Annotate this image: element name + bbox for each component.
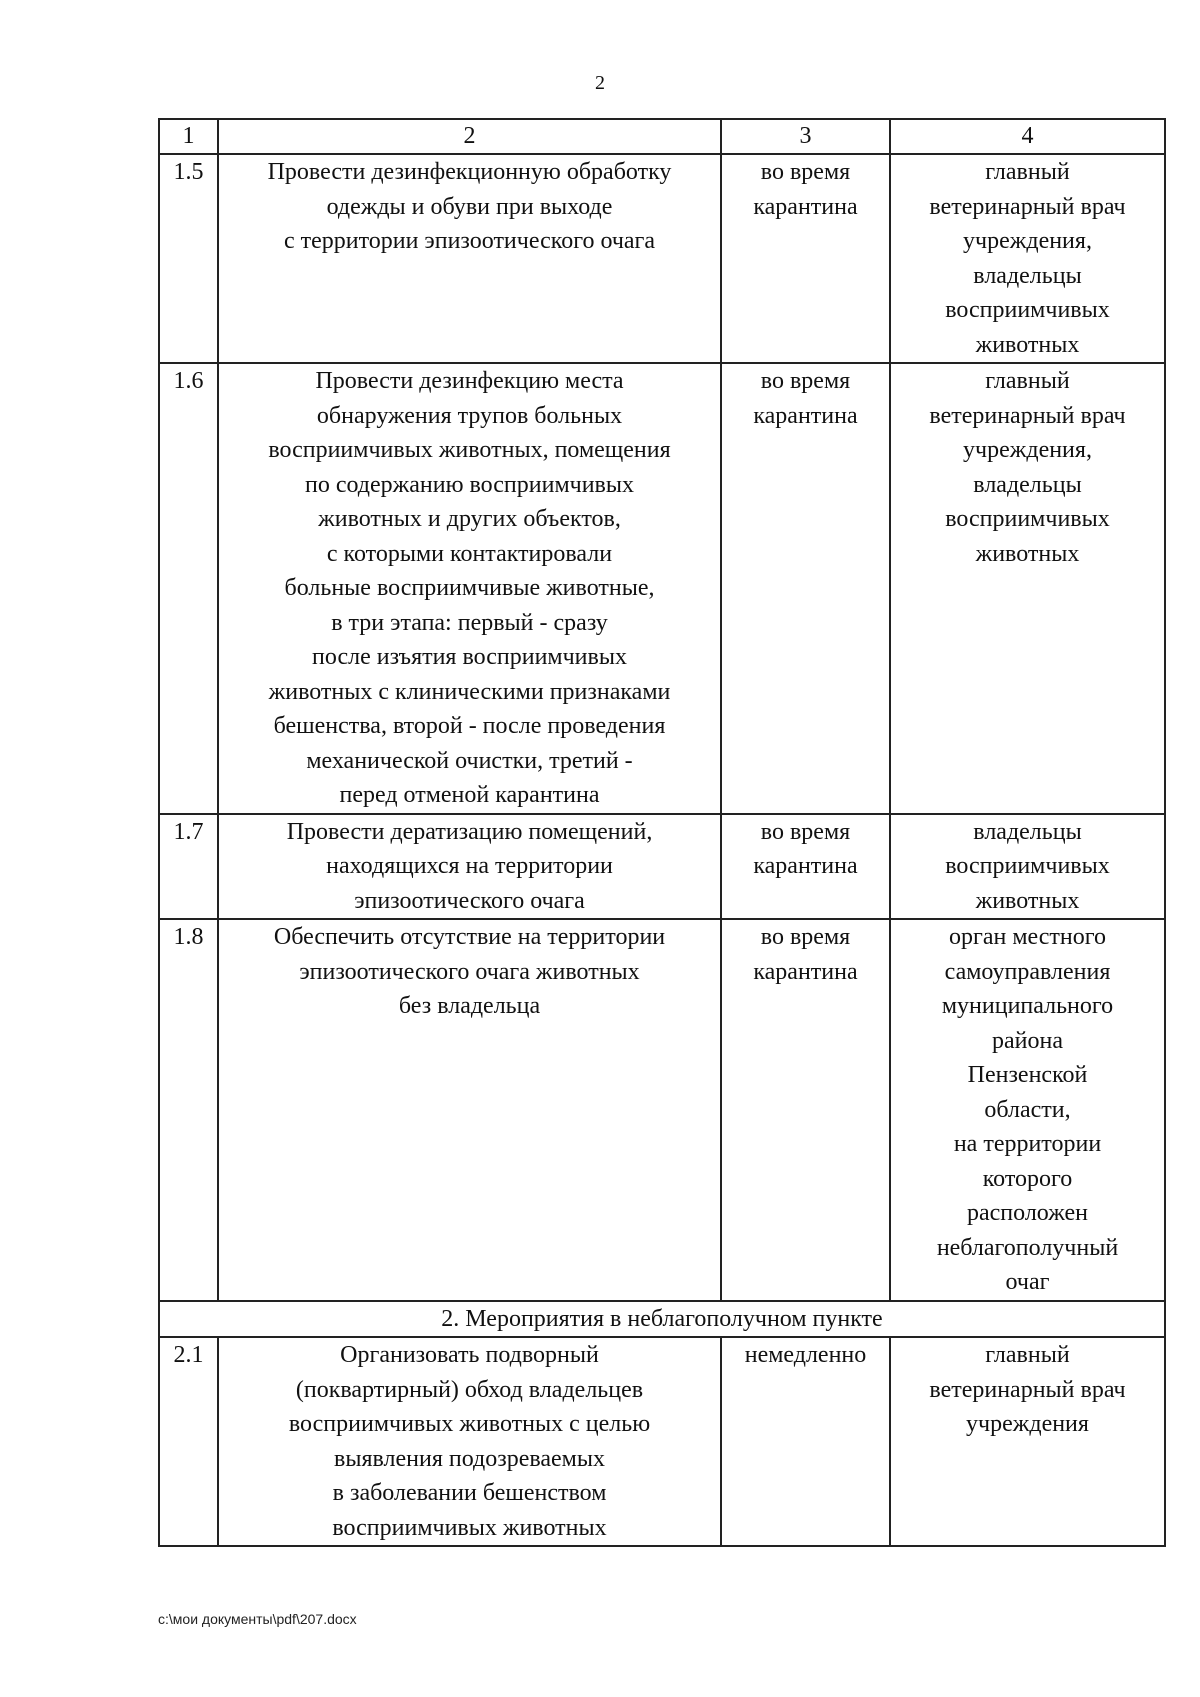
row-action: Обеспечить отсутствие на территории эпизоотического очага животных без владельца [218, 919, 721, 1301]
row-responsible: орган местного самоуправления муниципального района Пензенской области, на территории которого расположен неблагополучный очаг [890, 919, 1165, 1301]
row-term: во время карантина [721, 154, 890, 363]
table-row [159, 363, 1165, 814]
row-number: 2.1 [159, 1337, 218, 1546]
header-cell-action: 2 [218, 119, 721, 154]
header-cell-responsible: 4 [890, 119, 1165, 154]
row-action: Провести дератизацию помещений, находящихся на территории эпизоотического очага [218, 814, 721, 920]
row-term: во время карантина [721, 814, 890, 920]
header-cell-number: 1 [159, 119, 218, 154]
row-number: 1.8 [159, 919, 218, 1301]
row-responsible: главный ветеринарный врач учреждения, владельцы восприимчивых животных [890, 363, 1165, 814]
table-row [159, 154, 1165, 363]
row-responsible: главный ветеринарный врач учреждения, владельцы восприимчивых животных [890, 154, 1165, 363]
row-number: 1.5 [159, 154, 218, 363]
row-term: во время карантина [721, 363, 890, 814]
page-number: 2 [595, 72, 605, 94]
row-action: Провести дезинфекцию места обнаружения трупов больных восприимчивых животных, помещения по содержанию восприимчивых животных и других объектов, с которыми контактировали больные восприимчивые животные, в три этапа: первый - сразу после изъятия восприимчивых животных с клиническими признаками бешенства, второй - после проведения механической очистки, третий - перед отменой карантина [218, 363, 721, 814]
section-title: 2. Мероприятия в неблагополучном пункте [159, 1301, 1165, 1338]
row-term: немедленно [721, 1337, 890, 1546]
row-number: 1.6 [159, 363, 218, 814]
row-responsible: владельцы восприимчивых животных [890, 814, 1165, 920]
table-row [159, 919, 1165, 1301]
header-cell-term: 3 [721, 119, 890, 154]
table-row [159, 814, 1165, 920]
table-row [159, 1337, 1165, 1546]
footer-file-path: c:\мои документы\pdf\207.docx [158, 1611, 357, 1627]
row-term: во время карантина [721, 919, 890, 1301]
row-action: Организовать подворный (поквартирный) обход владельцев восприимчивых животных с целью выявления подозреваемых в заболевании бешенством восприимчивых животных [218, 1337, 721, 1546]
row-responsible: главный ветеринарный врач учреждения [890, 1337, 1165, 1546]
section-header-row [159, 1301, 1165, 1338]
row-action: Провести дезинфекционную обработку одежды и обуви при выходе с территории эпизоотического очага [218, 154, 721, 363]
table-header-row [159, 119, 1165, 154]
measures-table [158, 118, 1166, 1547]
row-number: 1.7 [159, 814, 218, 920]
